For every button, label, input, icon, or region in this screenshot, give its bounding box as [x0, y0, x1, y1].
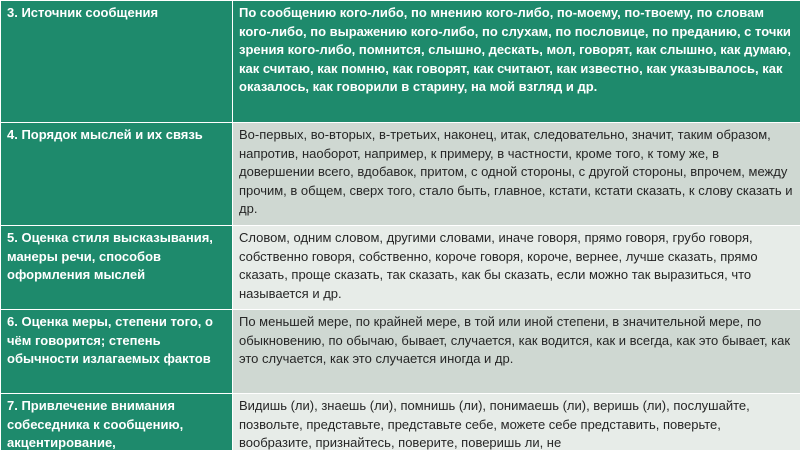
- table-row: [1, 123, 800, 226]
- examples-cell: По сообщению кого-либо, по мнению кого-либо, по-моему, по-твоему, по словам кого-либо, по выражению кого-либо, по слухам, по пословице, по преданию, с точки зрения кого-либо, помнится, слышно, дескать, мол, говорят, как слышно, как думаю, как считаю, как помню, как говорят, как считают, как известно, как указывалось, как оказалось, как говорили в старину, на мой взгляд и др.: [233, 1, 800, 123]
- examples-cell: По меньшей мере, по крайней мере, в той или иной степени, в значительной мере, по обыкновению, по обычаю, бывает, случается, как водится, как и всегда, как это бывает, как это случается, как это случается иногда и др.: [233, 310, 800, 394]
- table-row: [1, 310, 800, 394]
- table-row: [1, 394, 800, 450]
- examples-cell: Видишь (ли), знаешь (ли), помнишь (ли), понимаешь (ли), веришь (ли), послушайте, позвольте, представьте, представьте себе, можете себе представить, поверьте, вообразите, признайтесь, поверите, поверишь ли, не: [233, 394, 800, 450]
- category-cell: 6. Оценка меры, степени того, о чём говорится; степень обычности излагаемых фактов: [1, 310, 233, 394]
- examples-cell: Словом, одним словом, другими словами, иначе говоря, прямо говоря, грубо говоря, собственно говоря, собственно, короче говоря, короче, вернее, лучше сказать, прямо сказать, проще сказать, так сказать, как бы сказать, если можно так выразиться, что называется и др.: [233, 226, 800, 310]
- category-cell: 7. Привлечение внимания собеседника к сообщению, акцентирование,: [1, 394, 233, 450]
- category-cell: 5. Оценка стиля высказывания, манеры речи, способов оформления мыслей: [1, 226, 233, 310]
- category-cell: 3. Источник сообщения: [1, 1, 233, 123]
- category-cell: 4. Порядок мыслей и их связь: [1, 123, 233, 226]
- examples-cell: Во-первых, во-вторых, в-третьих, наконец, итак, следовательно, значит, таким образом, напротив, наоборот, например, к примеру, в частности, кроме того, к тому же, в довершении всего, вдобавок, притом, с одной стороны, с другой стороны, впрочем, между прочим, в общем, сверх того, стало быть, главное, кстати, кстати сказать, к слову сказать и др.: [233, 123, 800, 226]
- table-row: [1, 1, 800, 123]
- table-row: [1, 226, 800, 310]
